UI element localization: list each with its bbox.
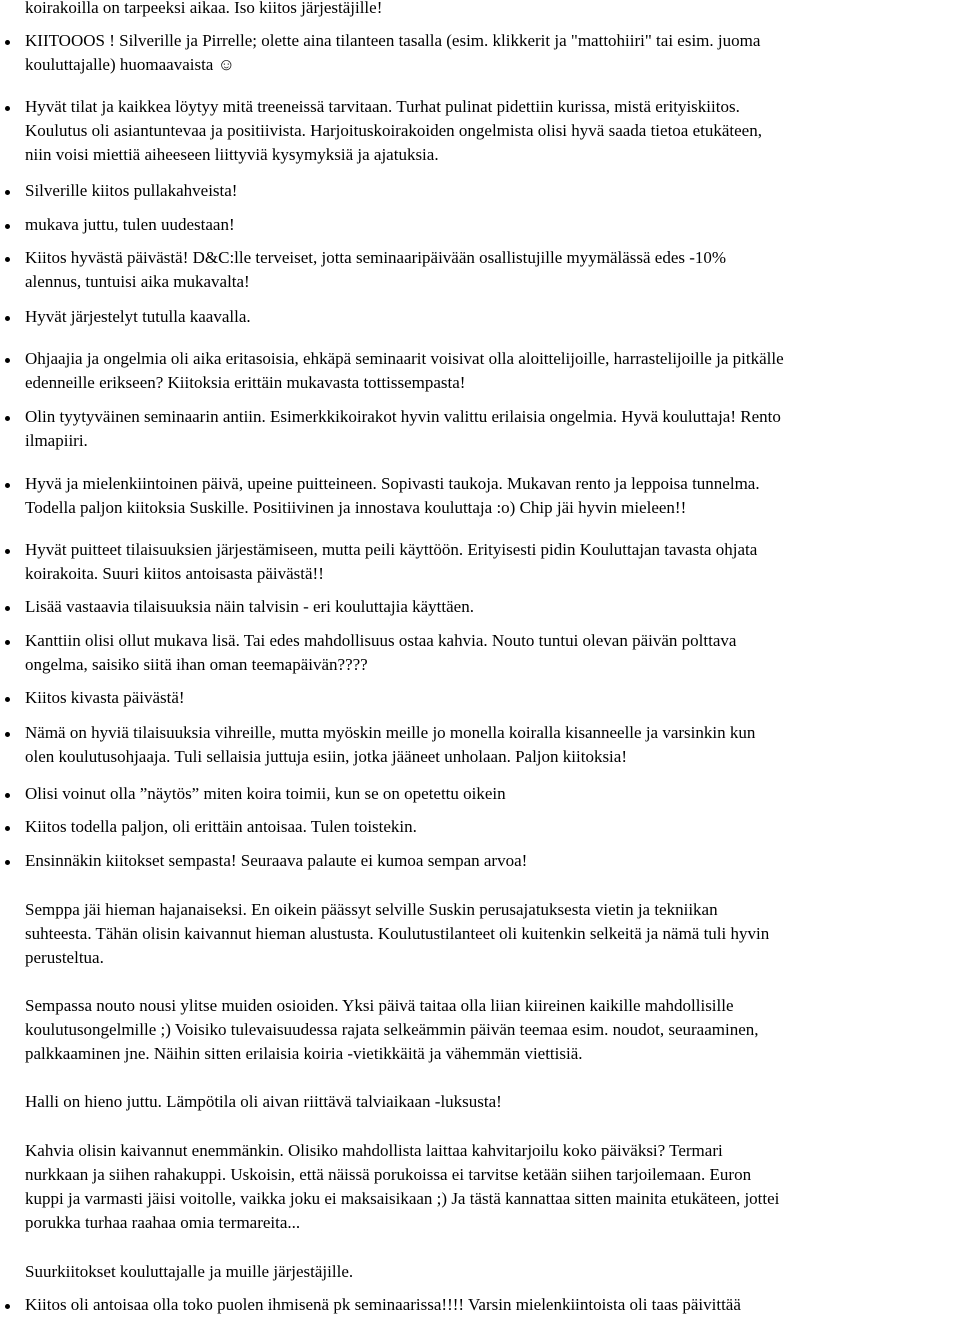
feedback-line: nurkkaan ja siihen rahakuppi. Uskoisin, että näissä porukoissa ei tarvitse ketään siihen tarjoilemaan. Euron [25, 1165, 752, 1184]
feedback-line: Todella paljon kiitoksia Suskille. Positiivinen ja innostava kouluttaja :o) Chip jäi hyvin mieleen!! [25, 498, 687, 517]
feedback-line: Semppa jäi hieman hajanaiseksi. En oikein päässyt selville Suskin perusajatuksesta vietin ja tekniikan [25, 900, 718, 919]
feedback-line: koulutusongelmille ;) Voisiko tulevaisuudessa rajata selkeämmin päivän teemaa esim. noudot, seuraaminen, [25, 1020, 759, 1039]
feedback-line: Kiitos todella paljon, oli erittäin antoisaa. Tulen toistekin. [25, 817, 417, 836]
feedback-item [25, 686, 960, 710]
feedback-line: Ohjaajia ja ongelmia oli aika eritasoisia, ehkäpä seminaarit voisivat olla aloittelijoille, harrastelijoille ja pitkälle [25, 349, 784, 368]
feedback-line: Halli on hieno juttu. Lämpötila oli aivan riittävä talviaikaan -luksusta! [25, 1092, 502, 1111]
feedback-line: mukava juttu, tulen uudestaan! [25, 215, 235, 234]
feedback-item [25, 1293, 960, 1317]
feedback-line: ongelma, saisiko siitä ihan oman teemapäivän???? [25, 655, 368, 674]
feedback-item [25, 721, 960, 769]
feedback-item [25, 782, 960, 806]
feedback-line: Silverille kiitos pullakahveista! [25, 181, 238, 200]
feedback-item [25, 347, 960, 395]
feedback-item [25, 305, 960, 329]
feedback-item [25, 405, 960, 453]
feedback-item [25, 95, 960, 167]
feedback-line: koirakoita. Suuri kiitos antoisasta päivästä!! [25, 564, 324, 583]
feedback-line: Kiitos kivasta päivästä! [25, 688, 185, 707]
feedback-line: Hyvä ja mielenkiintoinen päivä, upeine puitteineen. Sopivasti taukoja. Mukavan rento ja leppoisa tunnelma. [25, 474, 760, 493]
feedback-line: Suurkiitokset kouluttajalle ja muille järjestäjille. [25, 1262, 354, 1281]
feedback-line: Hyvät puitteet tilaisuuksien järjestämiseen, mutta peili käyttöön. Erityisesti pidin Kouluttajan tavasta ohjata [25, 540, 758, 559]
feedback-text [25, 0, 960, 20]
feedback-line: koirakoilla on tarpeeksi aikaa. Iso kiitos järjestäjille! [25, 0, 383, 17]
feedback-item [25, 815, 960, 839]
feedback-text [25, 1139, 960, 1235]
feedback-text [25, 898, 960, 970]
feedback-item [25, 629, 960, 677]
feedback-item [25, 849, 960, 873]
feedback-item [25, 29, 960, 77]
feedback-line: Kanttiin olisi ollut mukava lisä. Tai edes mahdollisuus ostaa kahvia. Nouto tuntui olevan päivän polttava [25, 631, 737, 650]
feedback-line: Kiitos oli antoisaa olla toko puolen ihmisenä pk seminaarissa!!!! Varsin mielenkiintoista oli taas päivittää [25, 1295, 741, 1314]
feedback-line: ilmapiiri. [25, 431, 88, 450]
feedback-line: Hyvät järjestelyt tutulla kaavalla. [25, 307, 251, 326]
feedback-line: palkkaaminen jne. Näihin sitten erilaisia koiria -vietikkäitä ja vähemmän viettisiä. [25, 1044, 583, 1063]
feedback-text [25, 1260, 960, 1284]
feedback-line: suhteesta. Tähän olisin kaivannut hieman alustusta. Koulutustilanteet oli kuitenkin selkeitä ja nämä tuli hyvin [25, 924, 770, 943]
feedback-line: edenneille erikseen? Kiitoksia erittäin mukavasta tottissempasta! [25, 373, 466, 392]
feedback-text [25, 1090, 960, 1114]
feedback-item [25, 246, 960, 294]
feedback-line: olen koulutusohjaaja. Tuli sellaisia juttuja esiin, jotka jääneet unholaan. Paljon kiitoksia! [25, 747, 627, 766]
feedback-line: Lisää vastaavia tilaisuuksia näin talvisin - eri kouluttajia käyttäen. [25, 597, 474, 616]
feedback-line: Ensinnäkin kiitokset sempasta! Seuraava palaute ei kumoa sempan arvoa! [25, 851, 528, 870]
feedback-line: Kiitos hyvästä päivästä! D&C:lle terveiset, jotta seminaaripäivään osallistujille myymälässä edes -10% [25, 248, 727, 267]
feedback-line: alennus, tuntuisi aika mukavalta! [25, 272, 250, 291]
feedback-line: porukka turhaa raahaa omia termareita... [25, 1213, 301, 1232]
feedback-item [25, 472, 960, 520]
feedback-line: Hyvät tilat ja kaikkea löytyy mitä treeneissä tarvitaan. Turhat pulinat pidettiin kurissa, mistä erityiskiitos. [25, 97, 740, 116]
feedback-text [25, 994, 960, 1066]
feedback-line: kuppi ja varmasti jäisi voitolle, vaikka joku ei maksaisikaan ;) Ja tästä kannattaa sitten mainita etukäteen, jottei [25, 1189, 780, 1208]
feedback-line: Koulutus oli asiantuntevaa ja positiivista. Harjoituskoirakoiden ongelmista olisi hyvä saada tietoa etukäteen, [25, 121, 762, 140]
feedback-line: Olisi voinut olla ”näytös” miten koira toimii, kun se on opetettu oikein [25, 784, 506, 803]
feedback-item [25, 213, 960, 237]
feedback-line: Sempassa nouto nousi ylitse muiden osioiden. Yksi päivä taitaa olla liian kiireinen kaikille mahdollisille [25, 996, 734, 1015]
feedback-line: perusteltua. [25, 948, 104, 967]
feedback-item [25, 595, 960, 619]
feedback-line: Kahvia olisin kaivannut enemmänkin. Olisiko mahdollista laittaa kahvitarjoilu koko päiväksi? Termari [25, 1141, 723, 1160]
feedback-line: niin voisi miettiä aiheeseen liittyviä kysymyksiä ja ajatuksia. [25, 145, 439, 164]
feedback-line: Nämä on hyviä tilaisuuksia vihreille, mutta myöskin meille jo monella koiralla kisanneelle ja varsinkin kun [25, 723, 756, 742]
feedback-item [25, 179, 960, 203]
feedback-item [25, 538, 960, 586]
feedback-line: Olin tyytyväinen seminaarin antiin. Esimerkkikoirakot hyvin valittu erilaisia ongelmia. Hyvä kouluttaja! Rento [25, 407, 781, 426]
feedback-line: KIITOOOS ! Silverille ja Pirrelle; olette aina tilanteen tasalla (esim. klikkerit ja "mattohiiri" tai esim. juoma [25, 31, 761, 50]
feedback-line: kouluttajalle) huomaavaista ☺ [25, 55, 235, 74]
